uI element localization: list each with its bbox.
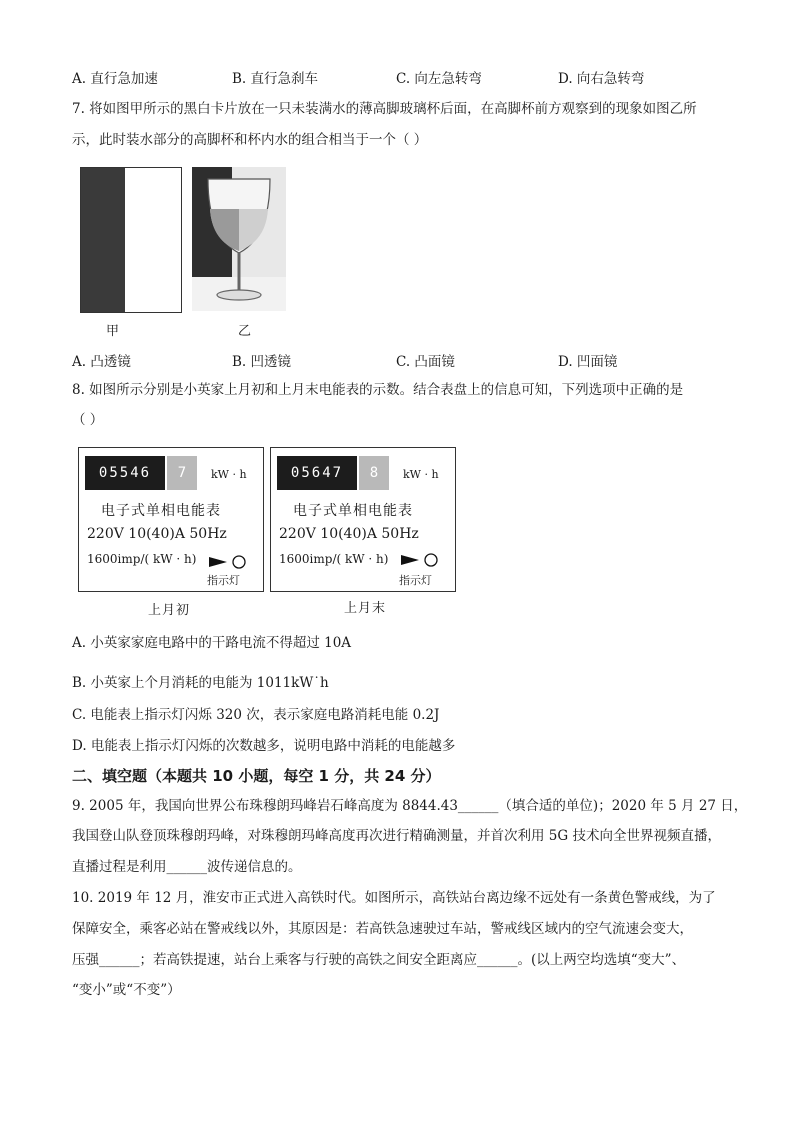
card-dark-half <box>81 168 125 312</box>
q10-line3: 压强______；若高铁提速，站台上乘客与行驶的高铁之间安全距离应______。(以上两空均选填“变大”、 <box>72 952 686 968</box>
meter-title: 电子式单相电能表 <box>293 503 413 519</box>
meter-imp: 1600imp/( kW · h) <box>87 552 197 566</box>
figure-label-yi: 乙 <box>238 324 252 339</box>
meter-spec: 220V 10(40)A 50Hz <box>87 526 227 542</box>
meter-title: 电子式单相电能表 <box>101 503 221 519</box>
q7-option-d: D. 凹面镜 <box>558 354 618 370</box>
meter-reading: 05647 <box>277 456 357 490</box>
indicator-light-icon <box>209 554 249 570</box>
q6-option-c: C. 向左急转弯 <box>396 71 482 87</box>
q10-line2: 保障安全，乘客必站在警戒线以外，其原因是：若高铁急速驶过车站，警戒线区域内的空气流速会变大， <box>72 921 693 937</box>
meter-indicator-label: 指示灯 <box>399 574 432 587</box>
q7-question-line1: 7. 将如图甲所示的黑白卡片放在一只未装满水的薄高脚玻璃杯后面，在高脚杯前方观察到的现象如图乙所 <box>72 101 697 117</box>
q8-option-d: D. 电能表上指示灯闪烁的次数越多，说明电路中消耗的电能越多 <box>72 738 456 754</box>
q8-option-a: A. 小英家家庭电路中的干路电流不得超过 10A <box>72 635 352 651</box>
meter-spec: 220V 10(40)A 50Hz <box>279 526 419 542</box>
q8-question-line1: 8. 如图所示分别是小英家上月初和上月末电能表的示数。结合表盘上的信息可知，下列选项中正确的是 <box>72 382 684 398</box>
q8-option-b: B. 小英家上个月消耗的电能为 1011kW˙h <box>72 675 329 691</box>
meter-unit: kW · h <box>403 468 439 481</box>
q7-option-c: C. 凸面镜 <box>396 354 455 370</box>
meter-caption-end: 上月末 <box>344 601 387 616</box>
q9-line1: 9. 2005 年，我国向世界公布珠穆朗玛峰岩石峰高度为 8844.43______（填合适的单位)；2020 年 5 月 27 日， <box>72 798 748 814</box>
q10-line4: “变小”或“不变”） <box>72 982 181 998</box>
indicator-light-icon <box>401 552 441 568</box>
q7-question-line2: 示，此时装水部分的高脚杯和杯内水的组合相当于一个（ ） <box>72 132 428 148</box>
meter-last-digit: 7 <box>167 456 197 490</box>
q8-option-c: C. 电能表上指示灯闪烁 320 次，表示家庭电路消耗电能 0.2J <box>72 707 440 723</box>
meter-last-digit: 8 <box>359 456 389 490</box>
q6-option-b: B. 直行急刹车 <box>232 71 319 87</box>
meter-unit: kW · h <box>211 468 247 481</box>
section-heading-fill-in: 二、填空题（本题共 10 小题，每空 1 分，共 24 分） <box>72 767 441 785</box>
q7-option-a: A. 凸透镜 <box>72 354 131 370</box>
electric-meter-start <box>78 447 264 592</box>
q9-line3: 直播过程是利用______波传递信息的。 <box>72 859 302 875</box>
meter-caption-start: 上月初 <box>148 603 191 618</box>
q8-question-line2: （ ） <box>72 412 104 428</box>
meter-indicator-label: 指示灯 <box>207 574 240 587</box>
q7-option-b: B. 凹透镜 <box>232 354 292 370</box>
electric-meter-end <box>270 447 456 592</box>
meter-imp: 1600imp/( kW · h) <box>279 552 389 566</box>
meter-reading: 05546 <box>85 456 165 490</box>
figure-card-jia <box>80 167 182 313</box>
figure-label-jia: 甲 <box>106 324 120 339</box>
q10-line1: 10. 2019 年 12 月，淮安市正式进入高铁时代。如图所示，高铁站台离边缘不远处有一条黄色警戒线，为了 <box>72 890 716 906</box>
q9-line2: 我国登山队登顶珠穆朗玛峰，对珠穆朗玛峰高度再次进行精确测量，并首次利用 5G 技术向全世界视频直播， <box>72 828 721 844</box>
q6-option-d: D. 向右急转弯 <box>558 71 645 87</box>
figure-glass-yi <box>192 167 286 311</box>
q6-option-a: A. 直行急加速 <box>72 71 158 87</box>
